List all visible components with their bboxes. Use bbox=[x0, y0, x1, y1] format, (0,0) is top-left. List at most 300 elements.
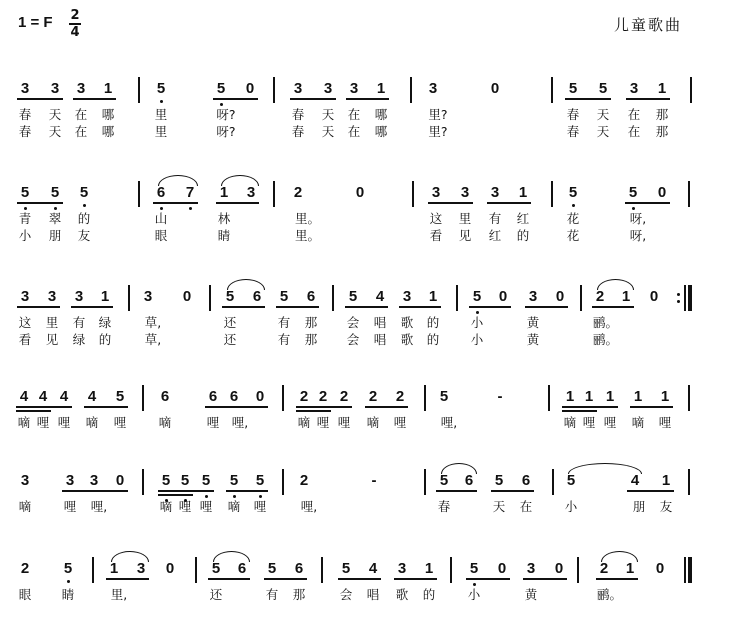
note: 3 bbox=[20, 288, 30, 305]
lyric-verse-2: 那 bbox=[304, 332, 318, 347]
low-octave-dot bbox=[476, 311, 479, 314]
note: 5 bbox=[229, 472, 239, 489]
repeat-dot bbox=[677, 300, 680, 303]
note: 5 bbox=[115, 388, 125, 405]
lyric-verse-1: 嘀 bbox=[563, 415, 577, 430]
eighth-underline bbox=[73, 98, 116, 100]
lyric-verse-1: 嘀 bbox=[18, 499, 32, 514]
lyric-verse-1: 黄 bbox=[524, 587, 538, 602]
note: 0 bbox=[490, 80, 500, 97]
eighth-underline bbox=[596, 578, 638, 580]
note: 6 bbox=[229, 388, 239, 405]
lyric-verse-1: 朋 bbox=[632, 499, 646, 514]
lyric-verse-2: 春 bbox=[566, 124, 580, 139]
low-octave-dot bbox=[67, 580, 70, 583]
bar-line bbox=[552, 469, 554, 495]
eighth-underline bbox=[466, 578, 510, 580]
lyric-verse-1: 哩, bbox=[90, 499, 108, 514]
eighth-underline bbox=[338, 578, 381, 580]
note: 6 bbox=[521, 472, 531, 489]
note: 6 bbox=[464, 472, 474, 489]
lyric-verse-2: 里 bbox=[154, 124, 168, 139]
sixteenth-underline bbox=[562, 410, 597, 412]
eighth-underline bbox=[264, 578, 307, 580]
eighth-underline bbox=[436, 490, 477, 492]
sixteenth-underline bbox=[16, 410, 51, 412]
note: 2 bbox=[595, 288, 605, 305]
note: 4 bbox=[630, 472, 640, 489]
slur bbox=[111, 551, 149, 562]
lyric-verse-1: 睛 bbox=[61, 587, 75, 602]
note: 5 bbox=[439, 472, 449, 489]
lyric-verse-1: 天 bbox=[492, 499, 506, 514]
note: 0 bbox=[182, 288, 192, 305]
note: 3 bbox=[20, 80, 30, 97]
note: 4 bbox=[368, 560, 378, 577]
bar-line bbox=[321, 557, 323, 583]
bar-line bbox=[282, 469, 284, 495]
lyric-verse-2: 那 bbox=[655, 124, 669, 139]
lyric-verse-1: 哩, bbox=[440, 415, 458, 430]
note: 6 bbox=[160, 388, 170, 405]
note: 1 bbox=[621, 288, 631, 305]
eighth-underline bbox=[345, 306, 388, 308]
lyric-verse-1: 嘀 bbox=[227, 499, 241, 514]
bar-line bbox=[128, 285, 130, 311]
low-octave-dot bbox=[54, 207, 57, 210]
note: 3 bbox=[528, 288, 538, 305]
low-octave-dot bbox=[160, 100, 163, 103]
note: 6 bbox=[294, 560, 304, 577]
lyric-verse-1: 花 bbox=[566, 211, 580, 226]
time-denominator: 4 bbox=[70, 24, 80, 40]
bar-line bbox=[142, 469, 144, 495]
eighth-underline bbox=[17, 98, 63, 100]
lyric-verse-2: 歌 bbox=[400, 332, 414, 347]
bar-line bbox=[273, 181, 275, 207]
lyric-verse-1: 的 bbox=[422, 587, 436, 602]
lyric-verse-1: 鹂。 bbox=[593, 315, 619, 330]
bar-line bbox=[688, 385, 690, 411]
note: 3 bbox=[490, 184, 500, 201]
lyric-verse-2: 看 bbox=[18, 332, 32, 347]
note: 4 bbox=[19, 388, 29, 405]
note: 3 bbox=[20, 472, 30, 489]
lyric-verse-1: 的 bbox=[77, 211, 91, 226]
note: 3 bbox=[526, 560, 536, 577]
lyric-verse-2: 的 bbox=[516, 228, 530, 243]
lyric-verse-1: 哩, bbox=[231, 415, 249, 430]
lyric-verse-2: 看 bbox=[429, 228, 443, 243]
low-octave-dot bbox=[632, 207, 635, 210]
lyric-verse-2: 的 bbox=[98, 332, 112, 347]
lyric-verse-1: 里。 bbox=[295, 211, 321, 226]
lyric-verse-1: 哩 bbox=[178, 499, 192, 514]
note: 0 bbox=[554, 560, 564, 577]
lyric-verse-1: 哩 bbox=[337, 415, 351, 430]
note: 1 bbox=[605, 388, 615, 405]
eighth-underline bbox=[296, 406, 352, 408]
repeat-end-bar bbox=[688, 285, 692, 311]
lyric-verse-1: 那 bbox=[304, 315, 318, 330]
lyric-verse-1: 春 bbox=[437, 499, 451, 514]
lyric-verse-1: 春 bbox=[566, 107, 580, 122]
note: 1 bbox=[424, 560, 434, 577]
bar-line bbox=[412, 181, 414, 207]
bar-line bbox=[195, 557, 197, 583]
lyric-verse-1: 哩 bbox=[582, 415, 596, 430]
lyric-verse-1: 嘀 bbox=[297, 415, 311, 430]
lyric-verse-1: 呀? bbox=[216, 107, 236, 122]
note: 6 bbox=[156, 184, 166, 201]
lyric-verse-1: 哩 bbox=[253, 499, 267, 514]
note: 3 bbox=[428, 80, 438, 97]
lyric-verse-1: 山 bbox=[154, 211, 168, 226]
note: 2 bbox=[599, 560, 609, 577]
slur bbox=[601, 551, 638, 562]
note: 1 bbox=[565, 388, 575, 405]
eighth-underline bbox=[523, 578, 567, 580]
lyric-verse-1: 里? bbox=[428, 107, 448, 122]
low-octave-dot bbox=[205, 495, 208, 498]
eighth-underline bbox=[158, 490, 214, 492]
lyric-verse-1: 会 bbox=[339, 587, 353, 602]
song-genre: 儿童歌曲 bbox=[614, 16, 683, 34]
lyric-verse-1: 哩 bbox=[658, 415, 672, 430]
note: 0 bbox=[245, 80, 255, 97]
bar-line bbox=[456, 285, 458, 311]
lyric-verse-1: 小 bbox=[467, 587, 481, 602]
slur bbox=[441, 463, 477, 474]
low-octave-dot bbox=[189, 207, 192, 210]
note: 3 bbox=[431, 184, 441, 201]
eighth-underline bbox=[428, 202, 473, 204]
eighth-underline bbox=[399, 306, 441, 308]
lyric-verse-2: 草, bbox=[144, 332, 162, 347]
note: 5 bbox=[20, 184, 30, 201]
note: 5 bbox=[628, 184, 638, 201]
lyric-verse-1: 哪 bbox=[101, 107, 115, 122]
lyric-verse-1: 那 bbox=[655, 107, 669, 122]
note: 5 bbox=[211, 560, 221, 577]
lyric-verse-1: 在 bbox=[74, 107, 88, 122]
bar-line bbox=[424, 385, 426, 411]
slur bbox=[213, 551, 250, 562]
eighth-underline bbox=[216, 202, 259, 204]
note: 2 bbox=[299, 472, 309, 489]
lyric-verse-2: 在 bbox=[627, 124, 641, 139]
lyric-verse-2: 在 bbox=[74, 124, 88, 139]
lyric-verse-1: 嘀 bbox=[85, 415, 99, 430]
time-signature bbox=[68, 9, 82, 39]
note: 4 bbox=[87, 388, 97, 405]
lyric-verse-2: 小 bbox=[470, 332, 484, 347]
low-octave-dot bbox=[233, 495, 236, 498]
lyric-verse-1: 哩 bbox=[316, 415, 330, 430]
lyric-verse-1: 友 bbox=[659, 499, 673, 514]
lyric-verse-2: 哪 bbox=[101, 124, 115, 139]
note: 0 bbox=[255, 388, 265, 405]
eighth-underline bbox=[565, 98, 611, 100]
lyric-verse-2: 见 bbox=[458, 228, 472, 243]
eighth-underline bbox=[222, 306, 265, 308]
note: 1 bbox=[376, 80, 386, 97]
bar-line bbox=[209, 285, 211, 311]
lyric-verse-1: 里, bbox=[110, 587, 128, 602]
sixteenth-underline bbox=[158, 494, 193, 496]
lyric-verse-1: 青 bbox=[18, 211, 32, 226]
note: 3 bbox=[402, 288, 412, 305]
lyric-verse-1: 哩 bbox=[199, 499, 213, 514]
note: 5 bbox=[216, 80, 226, 97]
lyric-verse-1: 草, bbox=[144, 315, 162, 330]
lyric-verse-1: 春 bbox=[18, 107, 32, 122]
lyric-verse-1: 歌 bbox=[395, 587, 409, 602]
slur bbox=[158, 175, 198, 186]
note: 5 bbox=[598, 80, 608, 97]
lyric-verse-2: 朋 bbox=[48, 228, 62, 243]
lyric-verse-2: 唱 bbox=[373, 332, 387, 347]
note: 6 bbox=[208, 388, 218, 405]
eighth-underline bbox=[106, 578, 149, 580]
note: 0 bbox=[165, 560, 175, 577]
lyric-verse-2: 春 bbox=[291, 124, 305, 139]
lyric-verse-2: 黄 bbox=[526, 332, 540, 347]
eighth-underline bbox=[562, 406, 618, 408]
lyric-verse-1: 黄 bbox=[526, 315, 540, 330]
note: 1 bbox=[518, 184, 528, 201]
bar-line bbox=[282, 385, 284, 411]
note: 3 bbox=[143, 288, 153, 305]
slur bbox=[221, 175, 259, 186]
bar-line bbox=[551, 181, 553, 207]
note: 5 bbox=[180, 472, 190, 489]
note: 2 bbox=[318, 388, 328, 405]
lyric-verse-2: 鹂。 bbox=[593, 332, 619, 347]
lyric-verse-1: 嘀 bbox=[631, 415, 645, 430]
lyric-verse-1: 嘀 bbox=[366, 415, 380, 430]
low-octave-dot bbox=[83, 204, 86, 207]
eighth-underline bbox=[17, 306, 60, 308]
note: 5 bbox=[566, 472, 576, 489]
note: 5 bbox=[255, 472, 265, 489]
lyric-verse-1: 还 bbox=[223, 315, 237, 330]
lyric-verse-1: 里 bbox=[154, 107, 168, 122]
eighth-underline bbox=[84, 406, 128, 408]
lyric-verse-1: 哩 bbox=[393, 415, 407, 430]
note: 3 bbox=[50, 80, 60, 97]
eighth-underline bbox=[205, 406, 268, 408]
note: 5 bbox=[63, 560, 73, 577]
eighth-underline bbox=[276, 306, 319, 308]
note: 1 bbox=[219, 184, 229, 201]
eighth-underline bbox=[213, 98, 258, 100]
final-bar bbox=[688, 557, 692, 583]
bar-line bbox=[690, 77, 692, 103]
lyric-verse-1: 里 bbox=[458, 211, 472, 226]
lyric-verse-2: 睛 bbox=[217, 228, 231, 243]
lyric-verse-1: 小 bbox=[470, 315, 484, 330]
eighth-underline bbox=[290, 98, 336, 100]
low-octave-dot bbox=[220, 103, 223, 106]
lyric-verse-1: 哩 bbox=[206, 415, 220, 430]
note: 3 bbox=[76, 80, 86, 97]
lyric-verse-2: 天 bbox=[48, 124, 62, 139]
repeat-dot bbox=[677, 293, 680, 296]
bar-line bbox=[684, 557, 686, 583]
lyric-verse-1: 绿 bbox=[98, 315, 112, 330]
bar-line bbox=[142, 385, 144, 411]
note: 0 bbox=[115, 472, 125, 489]
lyric-verse-1: 春 bbox=[291, 107, 305, 122]
note: 1 bbox=[657, 80, 667, 97]
eighth-underline bbox=[16, 406, 72, 408]
note: 4 bbox=[38, 388, 48, 405]
note: 1 bbox=[633, 388, 643, 405]
lyric-verse-1: 还 bbox=[209, 587, 223, 602]
bar-line bbox=[273, 77, 275, 103]
note: 1 bbox=[103, 80, 113, 97]
eighth-underline bbox=[469, 306, 511, 308]
note: 2 bbox=[395, 388, 405, 405]
note: 5 bbox=[161, 472, 171, 489]
bar-line bbox=[688, 181, 690, 207]
note: 7 bbox=[185, 184, 195, 201]
lyric-verse-1: 哩 bbox=[63, 499, 77, 514]
eighth-underline bbox=[62, 490, 128, 492]
lyric-verse-1: 有 bbox=[277, 315, 291, 330]
lyric-verse-2: 会 bbox=[346, 332, 360, 347]
bar-line bbox=[551, 77, 553, 103]
note: 5 bbox=[79, 184, 89, 201]
eighth-underline bbox=[226, 490, 268, 492]
note: 3 bbox=[89, 472, 99, 489]
note: 3 bbox=[349, 80, 359, 97]
note: 6 bbox=[306, 288, 316, 305]
note: 5 bbox=[201, 472, 211, 489]
bar-line bbox=[138, 77, 140, 103]
note: 3 bbox=[246, 184, 256, 201]
bar-line bbox=[548, 385, 550, 411]
note: 5 bbox=[494, 472, 504, 489]
lyric-verse-1: 眼 bbox=[18, 587, 32, 602]
note: 2 bbox=[293, 184, 303, 201]
note: 0 bbox=[649, 288, 659, 305]
note: 3 bbox=[629, 80, 639, 97]
lyric-verse-1: 哩 bbox=[36, 415, 50, 430]
lyric-verse-1: 在 bbox=[627, 107, 641, 122]
low-octave-dot bbox=[259, 495, 262, 498]
lyric-verse-2: 哪 bbox=[374, 124, 388, 139]
lyric-verse-1: 哪 bbox=[374, 107, 388, 122]
lyric-verse-2: 里? bbox=[428, 124, 448, 139]
lyric-verse-1: 林 bbox=[217, 211, 231, 226]
lyric-verse-1: 鹂。 bbox=[597, 587, 623, 602]
note: 3 bbox=[293, 80, 303, 97]
note: 5 bbox=[469, 560, 479, 577]
bar-line bbox=[424, 469, 426, 495]
lyric-verse-2: 呀? bbox=[216, 124, 236, 139]
note: 5 bbox=[225, 288, 235, 305]
note: 3 bbox=[136, 560, 146, 577]
eighth-underline bbox=[487, 202, 531, 204]
eighth-underline bbox=[592, 306, 634, 308]
note: 5 bbox=[568, 80, 578, 97]
lyric-verse-1: 哩 bbox=[603, 415, 617, 430]
lyric-verse-1: 唱 bbox=[373, 315, 387, 330]
note: 3 bbox=[47, 288, 57, 305]
lyric-verse-1: 翠 bbox=[48, 211, 62, 226]
note: 1 bbox=[109, 560, 119, 577]
lyric-verse-2: 见 bbox=[45, 332, 59, 347]
eighth-underline bbox=[630, 406, 673, 408]
lyric-verse-1: 唱 bbox=[366, 587, 380, 602]
lyric-verse-1: 小 bbox=[564, 499, 578, 514]
bar-line bbox=[684, 285, 686, 311]
lyric-verse-1: 这 bbox=[429, 211, 443, 226]
lyric-verse-2: 天 bbox=[321, 124, 335, 139]
note: 1 bbox=[100, 288, 110, 305]
lyric-verse-1: 有 bbox=[488, 211, 502, 226]
lyric-verse-1: 呀, bbox=[629, 211, 647, 226]
lyric-verse-2: 绿 bbox=[72, 332, 86, 347]
bar-line bbox=[410, 77, 412, 103]
lyric-verse-1: 天 bbox=[596, 107, 610, 122]
note: 0 bbox=[497, 560, 507, 577]
note: 5 bbox=[267, 560, 277, 577]
lyric-verse-1: 会 bbox=[346, 315, 360, 330]
note: 3 bbox=[460, 184, 470, 201]
note: - bbox=[497, 388, 503, 405]
note: 1 bbox=[661, 472, 671, 489]
eighth-underline bbox=[153, 202, 198, 204]
note: 1 bbox=[625, 560, 635, 577]
note: 0 bbox=[555, 288, 565, 305]
eighth-underline bbox=[525, 306, 568, 308]
lyric-verse-1: 歌 bbox=[400, 315, 414, 330]
bar-line bbox=[580, 285, 582, 311]
lyric-verse-2: 还 bbox=[223, 332, 237, 347]
lyric-verse-2: 里。 bbox=[295, 228, 321, 243]
low-octave-dot bbox=[473, 583, 476, 586]
eighth-underline bbox=[208, 578, 250, 580]
bar-line bbox=[577, 557, 579, 583]
lyric-verse-2: 花 bbox=[566, 228, 580, 243]
note: 0 bbox=[498, 288, 508, 305]
lyric-verse-2: 红 bbox=[488, 228, 502, 243]
note: 1 bbox=[660, 388, 670, 405]
eighth-underline bbox=[491, 490, 534, 492]
bar-line bbox=[688, 469, 690, 495]
note: 3 bbox=[74, 288, 84, 305]
lyric-verse-1: 那 bbox=[292, 587, 306, 602]
bar-line bbox=[92, 557, 94, 583]
note: 0 bbox=[355, 184, 365, 201]
bar-line bbox=[138, 181, 140, 207]
note: 2 bbox=[368, 388, 378, 405]
note: 2 bbox=[299, 388, 309, 405]
time-numerator: 2 bbox=[70, 8, 80, 23]
note: 2 bbox=[20, 560, 30, 577]
lyric-verse-1: 嘀 bbox=[158, 415, 172, 430]
bar-line bbox=[450, 557, 452, 583]
lyric-verse-1: 在 bbox=[347, 107, 361, 122]
note: 0 bbox=[657, 184, 667, 201]
slur bbox=[568, 463, 642, 474]
note: 3 bbox=[397, 560, 407, 577]
note: 5 bbox=[50, 184, 60, 201]
lyric-verse-1: 天 bbox=[48, 107, 62, 122]
